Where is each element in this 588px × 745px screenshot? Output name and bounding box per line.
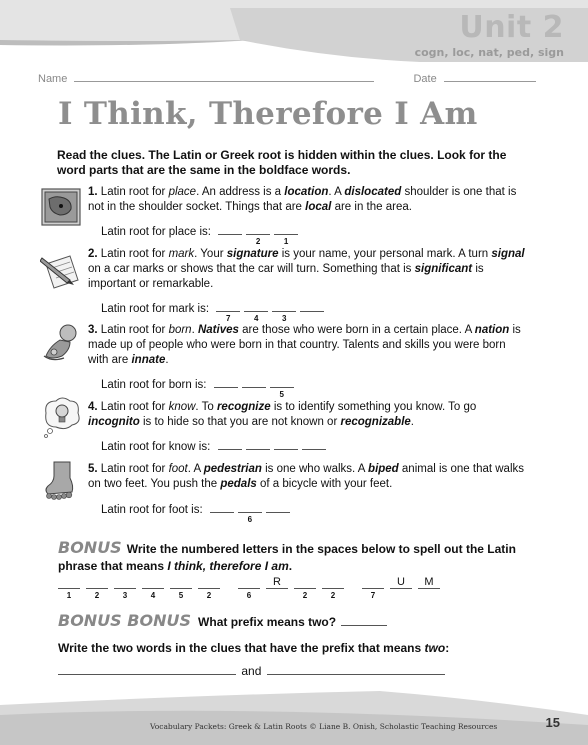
unit-header bbox=[415, 12, 564, 59]
bonus-letter-blank[interactable] bbox=[58, 576, 80, 589]
clue-text: is important or remarkable. bbox=[88, 263, 484, 290]
answer-line-5 bbox=[101, 500, 294, 524]
clue-text: are those who were born in a certain place. A bbox=[238, 324, 475, 336]
clue-number: 3. bbox=[88, 324, 98, 336]
clue-text: . To bbox=[195, 401, 217, 413]
footer-decoration bbox=[0, 685, 588, 745]
bonus-letter-number: 6 bbox=[246, 591, 252, 600]
page-number: 15 bbox=[545, 715, 560, 730]
bonus-letter-number: 2 bbox=[330, 591, 336, 600]
bonus-letter-blank[interactable]: R bbox=[266, 576, 288, 589]
bonus-letter-blank[interactable]: M bbox=[418, 576, 440, 589]
name-date-row bbox=[38, 71, 558, 85]
bonus-letter-number: 1 bbox=[66, 591, 72, 600]
answer-label: Latin root for foot is: bbox=[101, 504, 203, 516]
two-words-text: Write the two words in the clues that have the prefix that means bbox=[58, 641, 425, 655]
boldface-word: pedestrian bbox=[203, 463, 262, 475]
boldface-word: pedals bbox=[220, 478, 257, 490]
boldface-word: Natives bbox=[197, 324, 239, 336]
clue-text: of a bicycle with your feet. bbox=[256, 478, 393, 490]
two-words-prompt bbox=[58, 641, 449, 655]
clue-number: 4. bbox=[88, 401, 98, 413]
blank-number: 3 bbox=[281, 314, 287, 323]
date-field[interactable] bbox=[444, 71, 536, 82]
bonus-letter-blank[interactable] bbox=[362, 576, 384, 589]
clue-text: is made up of people who were born in that country. Talents and skills you were born with are bbox=[88, 324, 521, 366]
answer-blank[interactable] bbox=[218, 437, 242, 450]
name-field[interactable] bbox=[74, 71, 374, 82]
bonus-letter-number: 3 bbox=[122, 591, 128, 600]
bonus-letter-blank[interactable]: U bbox=[390, 576, 412, 589]
clue-4 bbox=[88, 400, 528, 430]
answer-line-3 bbox=[101, 375, 298, 399]
bonus-letter-blank[interactable] bbox=[294, 576, 316, 589]
clue-number: 1. bbox=[88, 186, 98, 198]
blank-number: 7 bbox=[225, 314, 231, 323]
boldface-word: dislocated bbox=[344, 186, 402, 198]
prefix-answer-blank[interactable] bbox=[341, 613, 387, 626]
clue-text: is one who walks. A bbox=[261, 463, 369, 475]
word-one-blank[interactable] bbox=[58, 662, 236, 675]
answer-label: Latin root for born is: bbox=[101, 379, 207, 391]
clue-text: . An address is a bbox=[196, 186, 285, 198]
and-label: and bbox=[241, 664, 262, 678]
bonus-instructions: Write the numbered letters in the spaces below to spell out the Latin phrase that means bbox=[58, 542, 516, 573]
answer-blank[interactable] bbox=[214, 375, 238, 388]
clue-text: . A bbox=[187, 463, 204, 475]
name-label: Name bbox=[38, 73, 68, 85]
blank-number: 1 bbox=[283, 237, 289, 246]
clue-text: Latin root for bbox=[100, 248, 169, 260]
bonus-letter-number: 2 bbox=[94, 591, 100, 600]
clue-1 bbox=[88, 185, 528, 215]
boldface-word: signature bbox=[226, 248, 279, 260]
clue-text: Latin root for bbox=[100, 324, 169, 336]
clue-text: . bbox=[191, 324, 198, 336]
answer-label: Latin root for mark is: bbox=[101, 303, 210, 315]
clue-number: 2. bbox=[88, 248, 98, 260]
blank-number: 2 bbox=[255, 237, 261, 246]
boldface-word: biped bbox=[368, 463, 399, 475]
boldface-word: recognize bbox=[216, 401, 271, 413]
bonus-letter-number: 2 bbox=[302, 591, 308, 600]
answer-blank[interactable] bbox=[246, 437, 270, 450]
bonus-letter-blank[interactable] bbox=[322, 576, 344, 589]
date-label: Date bbox=[413, 73, 437, 85]
bonus-letter-number: 4 bbox=[150, 591, 156, 600]
answer-blank[interactable] bbox=[244, 299, 268, 323]
bonus-section bbox=[58, 539, 528, 575]
answer-blank[interactable] bbox=[242, 375, 266, 388]
bonus-bonus-question: What prefix means two? bbox=[198, 615, 337, 629]
lightbulb-icon bbox=[38, 395, 84, 441]
root-meaning: mark bbox=[168, 248, 195, 260]
root-meaning: place bbox=[168, 186, 197, 198]
bonus-text bbox=[58, 542, 516, 573]
boldface-word: incognito bbox=[88, 416, 140, 428]
boldface-word: location bbox=[284, 186, 329, 198]
answer-blank[interactable] bbox=[216, 299, 240, 323]
clue-5 bbox=[88, 462, 528, 492]
map-icon bbox=[40, 185, 84, 229]
pencil-icon bbox=[40, 252, 84, 290]
clue-text: . bbox=[410, 416, 414, 428]
two-words-punct: : bbox=[445, 641, 450, 655]
two-words-answer-row bbox=[58, 662, 445, 678]
answer-blank[interactable] bbox=[246, 222, 270, 246]
root-meaning: foot bbox=[168, 463, 188, 475]
answer-blank[interactable] bbox=[274, 437, 298, 450]
bonus-letter-blank[interactable] bbox=[114, 576, 136, 589]
bonus-bonus-heading: BONUS BONUS bbox=[58, 611, 191, 630]
bonus-punct: . bbox=[288, 559, 293, 573]
boldface-word: recognizable bbox=[340, 416, 411, 428]
page-title: I Think, Therefore I Am bbox=[58, 96, 478, 132]
word-two-blank[interactable] bbox=[267, 662, 445, 675]
boldface-word: significant bbox=[414, 263, 473, 275]
answer-blank[interactable] bbox=[302, 437, 326, 450]
root-meaning: born bbox=[168, 324, 192, 336]
answer-blank[interactable] bbox=[300, 299, 324, 312]
clue-text: are in the area. bbox=[331, 201, 412, 213]
clue-text: is your name, your personal mark. A turn bbox=[278, 248, 492, 260]
clue-text: . A bbox=[328, 186, 345, 198]
answer-line-2 bbox=[101, 299, 328, 323]
boldface-word: innate bbox=[131, 354, 166, 366]
clue-text: on a car marks or shows that the car will turn. Something that is bbox=[88, 263, 415, 275]
clue-text: is to hide so that you are not known or bbox=[139, 416, 341, 428]
bonus-letter-number: 5 bbox=[178, 591, 184, 600]
clue-text: Latin root for bbox=[100, 463, 169, 475]
baby-icon bbox=[40, 322, 84, 366]
answer-label: Latin root for place is: bbox=[101, 226, 211, 238]
unit-roots: cogn, loc, nat, ped, sign bbox=[414, 46, 564, 59]
foot-icon bbox=[40, 460, 84, 502]
bonus-letter-blank[interactable] bbox=[238, 576, 260, 589]
clue-text: shoulder is one that is not in the shoulder socket. Things that are bbox=[88, 186, 517, 213]
boldface-word: nation bbox=[474, 324, 510, 336]
clue-text: . bbox=[165, 354, 169, 366]
blank-number: 6 bbox=[247, 515, 253, 524]
bonus-letter-blank[interactable] bbox=[170, 576, 192, 589]
clue-text: animal is one that walks on two feet. You push the bbox=[88, 463, 525, 490]
unit-title: Unit 2 bbox=[459, 10, 564, 45]
blank-number: 4 bbox=[253, 314, 259, 323]
clue-text: . Your bbox=[194, 248, 227, 260]
answer-blank[interactable] bbox=[274, 222, 298, 246]
clue-3 bbox=[88, 323, 528, 368]
clue-text: Latin root for bbox=[100, 401, 169, 413]
bonus-phrase: I think, therefore I am bbox=[167, 559, 289, 573]
footer-credit: Vocabulary Packets: Greek & Latin Roots © Liane B. Onish, Scholastic Teaching Resources bbox=[150, 722, 498, 731]
answer-line-4 bbox=[101, 437, 330, 453]
blank-number: 5 bbox=[279, 390, 284, 399]
bonus-heading: BONUS bbox=[58, 538, 122, 557]
bonus-letter-blank[interactable] bbox=[142, 576, 164, 589]
root-meaning: know bbox=[168, 401, 196, 413]
answer-line-1 bbox=[101, 222, 302, 246]
bonus-letter-number: 2 bbox=[206, 591, 212, 600]
two-words-emphasis: two bbox=[424, 641, 446, 655]
bonus-letter-blank[interactable] bbox=[198, 576, 220, 589]
answer-label: Latin root for know is: bbox=[101, 441, 211, 453]
instructions: Read the clues. The Latin or Greek root is hidden within the clues. Look for the word parts that are the same in the boldface words. bbox=[57, 148, 507, 177]
clue-2 bbox=[88, 247, 528, 292]
clue-text: is to identify something you know. To go bbox=[270, 401, 477, 413]
answer-blank[interactable] bbox=[218, 222, 242, 235]
boldface-word: local bbox=[305, 201, 332, 213]
answer-blank[interactable] bbox=[266, 500, 290, 513]
answer-blank[interactable] bbox=[270, 375, 294, 399]
bonus-bonus-section bbox=[58, 611, 387, 630]
bonus-letter-blank[interactable] bbox=[86, 576, 108, 589]
answer-blank[interactable] bbox=[272, 299, 296, 323]
clue-number: 5. bbox=[88, 463, 98, 475]
bonus-letter-number: 7 bbox=[370, 591, 376, 600]
boldface-word: signal bbox=[491, 248, 525, 260]
answer-blank[interactable] bbox=[238, 500, 262, 524]
clue-text: Latin root for bbox=[100, 186, 169, 198]
answer-blank[interactable] bbox=[210, 500, 234, 513]
